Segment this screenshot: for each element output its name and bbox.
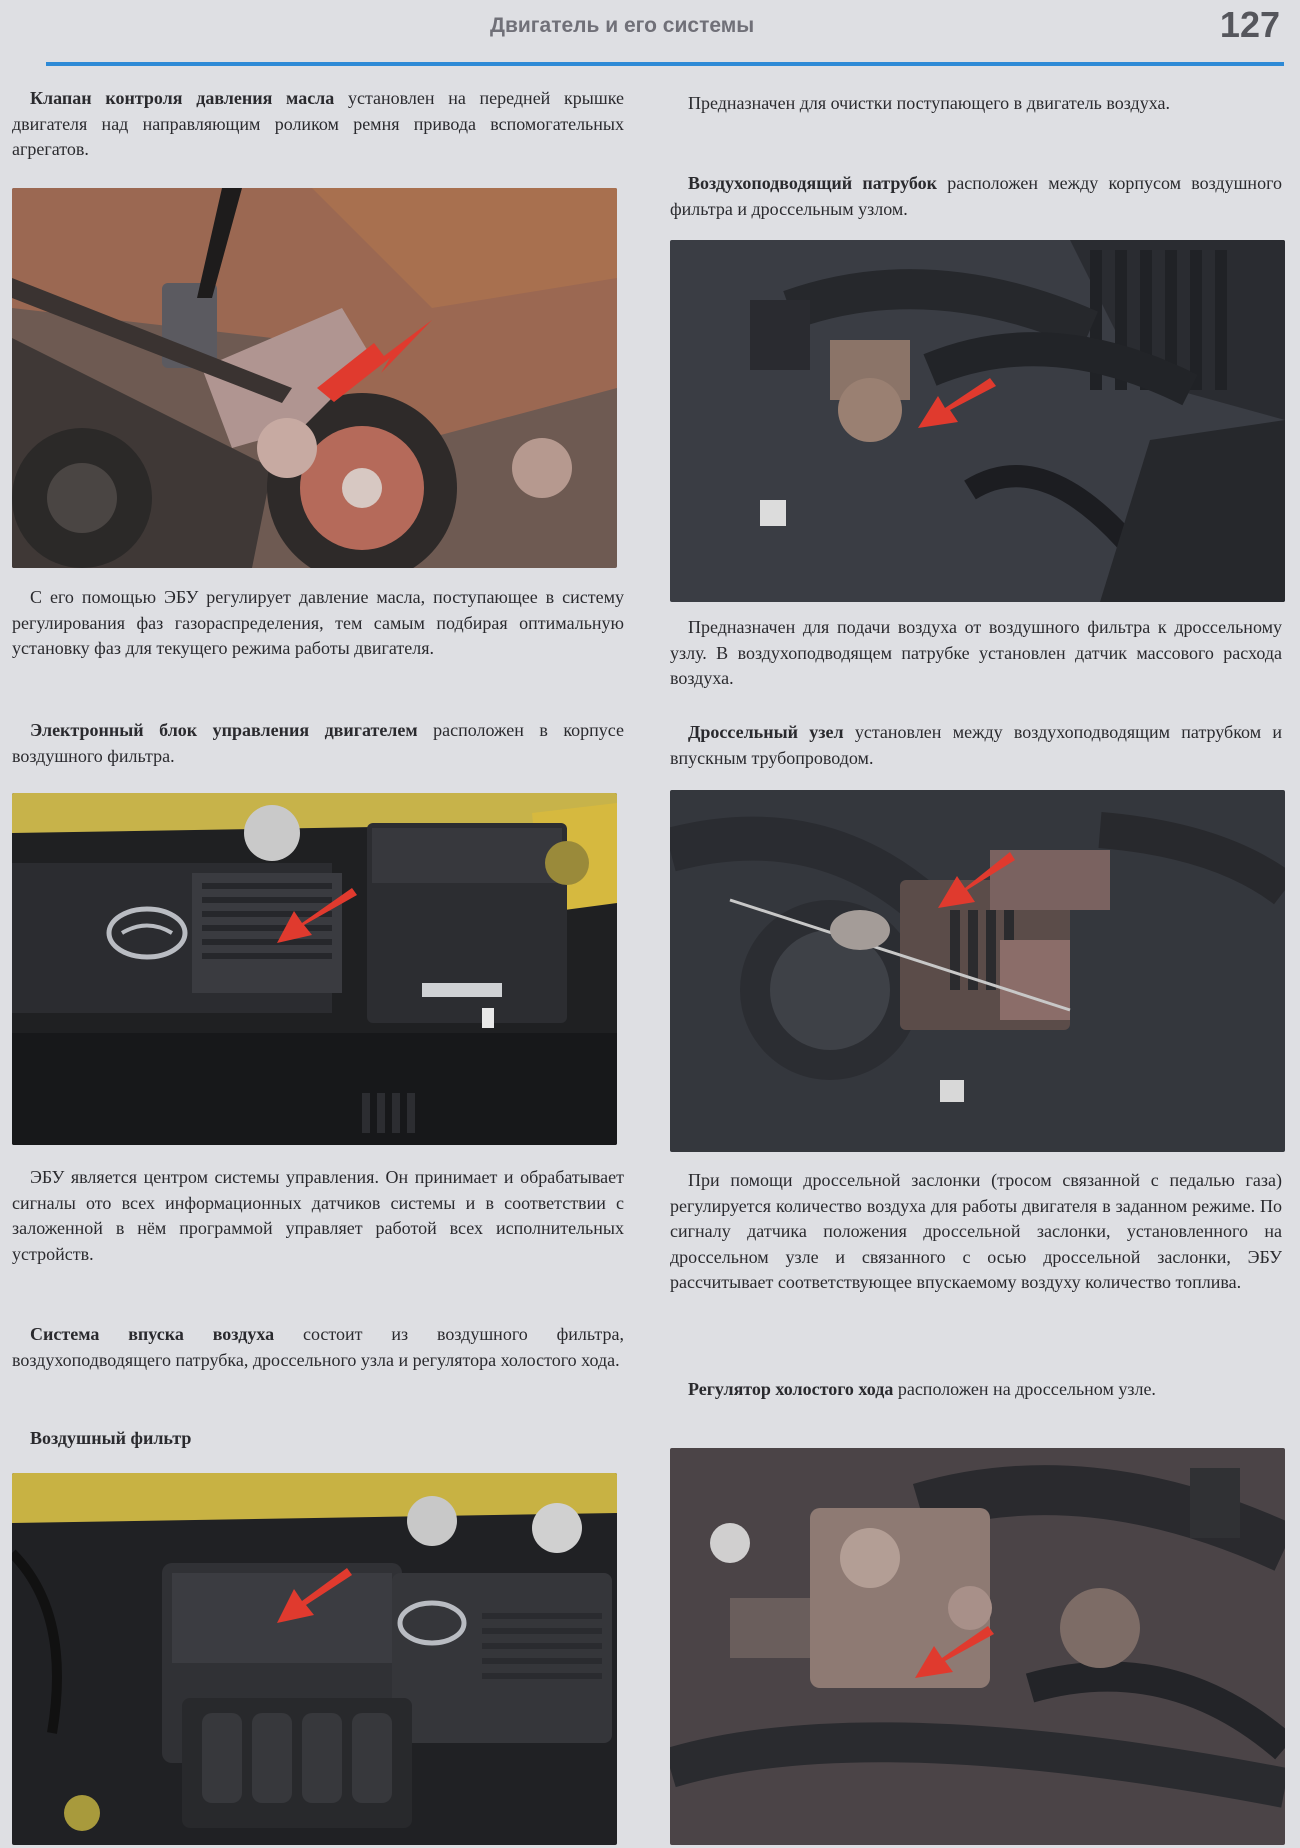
paragraph-throttle-body-location [670, 720, 1282, 771]
photo-air-duct [670, 240, 1285, 602]
photo-throttle-body [670, 790, 1285, 1152]
photo-oil-pressure-valve [12, 188, 617, 568]
paragraph-text: расположен между корпусом воздушного фильтра и дроссельным узлом. [670, 173, 1282, 219]
term-air-intake-system: Система впуска воздуха [30, 1324, 275, 1344]
page-number: 127 [1219, 4, 1280, 45]
term-air-duct: Воздухоподводящий патрубок [688, 173, 938, 193]
paragraph-air-intake-system [12, 1322, 624, 1373]
paragraph-oil-pressure-purpose: С его помощью ЭБУ регулирует давление масла, поступающее в систему регулирования фаз газораспределения, тем самым подбирая оптимальную установку фаз для текущего режима работы двигателя. [12, 587, 624, 658]
photo-idle-regulator [670, 1448, 1285, 1845]
paragraph-oil-pressure-valve [12, 86, 624, 163]
paragraph-text: расположен в корпусе воздушного фильтра. [12, 720, 624, 766]
paragraph-text: состоит из воздушного фильтра, воздухоподводящего патрубка, дроссельного узла и регулятора холостого хода. [12, 1324, 624, 1370]
paragraph-text: установлен между воздухоподводящим патрубком и впускным трубопроводом. [670, 722, 1282, 768]
section-title: Двигатель и его системы [490, 14, 755, 37]
paragraph-throttle-description: При помощи дроссельной заслонки (тросом связанной с педалью газа) регулируется количество воздуха для работы двигателя в заданном режиме. По сигналу датчика положения дроссельной заслонки, установленного на дроссельном узле и связанного с осью дроссельной заслонки, ЭБУ рассчитывает соответствующее впускаемому воздуху количество топлива. [670, 1170, 1282, 1292]
photo-ecu-location [12, 793, 617, 1145]
paragraph-air-duct-location [670, 171, 1282, 222]
paragraph-air-duct-purpose: Предназначен для подачи воздуха от воздушного фильтра к дроссельному узлу. В воздухоподводящем патрубке установлен датчик массового расхода воздуха. [670, 617, 1282, 688]
term-ecu: Электронный блок управления двигателем [30, 720, 418, 740]
paragraph-idle-regulator-location [670, 1377, 1282, 1403]
term-idle-regulator: Регулятор холостого хода [688, 1379, 894, 1399]
subheading-air-filter: Воздушный фильтр [30, 1428, 192, 1448]
header-divider [46, 62, 1284, 66]
paragraph-air-filter-purpose: Предназначен для очистки поступающего в двигатель воздуха. [688, 93, 1170, 113]
term-oil-pressure-valve: Клапан контроля давления масла [30, 88, 335, 108]
paragraph-text: расположен на дроссельном узле. [893, 1379, 1156, 1399]
term-throttle-body: Дроссельный узел [688, 722, 844, 742]
paragraph-ecu-description: ЭБУ является центром системы управления. Он принимает и обрабатывает сигналы ото всех информационных датчиков системы и в соответствии с заложенной в нём программой управляет работой всех исполнительных устройств. [12, 1167, 624, 1264]
paragraph-ecu-location [12, 718, 624, 769]
paragraph-text: установлен на передней крышке двигателя над направляющим роликом ремня привода вспомогательных агрегатов. [12, 88, 624, 159]
photo-air-filter [12, 1473, 617, 1845]
